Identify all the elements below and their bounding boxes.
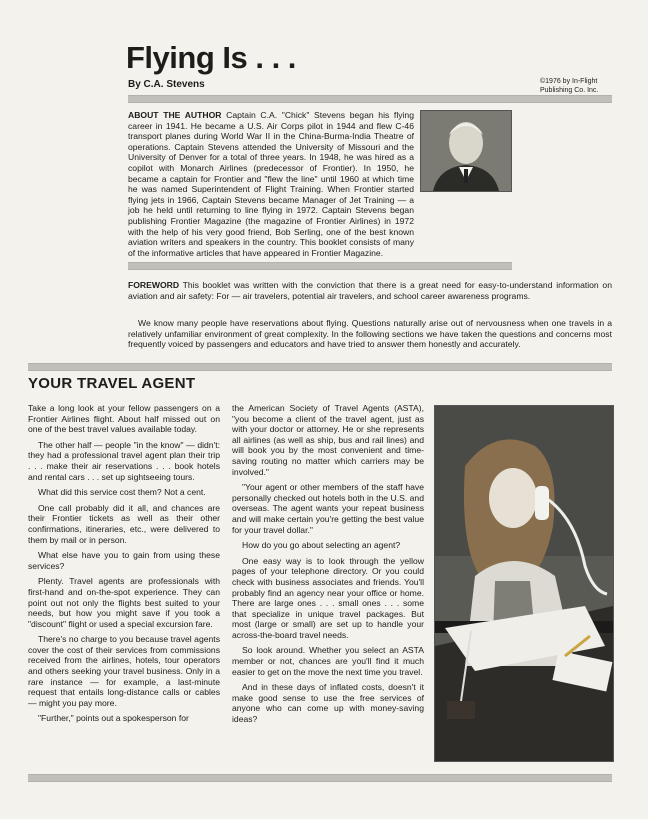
copyright-notice [540, 77, 598, 95]
copyright-line-1: ©1976 by In-Flight [540, 78, 598, 85]
author-photo [420, 110, 512, 192]
col1-paragraph: "Further," points out a spokesperson for [38, 713, 189, 724]
col1-paragraph: One call probably did it all, and chances are their Frontier tickets as well as their other confirmations, itineraries, etc., were delivered to them by mail or in person. [28, 502, 220, 545]
col1-paragraph: There's no charge to you because travel agents cover the cost of their services from commissions received from the airlines, hotels, tour operators and others seeking your travel business. Only in a rare instance — for example, a last-minute request that entails long-distance calls or cables — might you pay more. [28, 634, 220, 708]
col1-paragraph: What else have you to gain from using these services? [28, 550, 220, 571]
col1-paragraph: The other half — people "in the know" — didn't: they had a professional travel agent plan their trip . . . make their air reservations . . . book hotels and rental cars . . . set up sightseeing tours. [28, 439, 220, 482]
section-rule-top [28, 363, 612, 371]
foreword-paragraph [128, 280, 612, 301]
col2-paragraph: the American Society of Travel Agents (ASTA), "you become a client of the travel agent, just as with your doctor or attorney. He or she represents all airlines (as well as ship, bus and rail lines) and will book you by the most convenient and time-saving routing no matter which carriers may be involved." [232, 403, 424, 477]
col2-paragraph: How do you go about selecting an agent? [242, 540, 401, 551]
foreword-text: This booklet was written with the conviction that there is a great need for easy-to-understand information on aviation and air safety: For — air travelers, potential air travelers, and school career awareness programs. [128, 280, 612, 301]
column-1 [28, 403, 220, 729]
column-2 [232, 403, 424, 730]
about-text: Captain C.A. "Chick" Stevens began his flying career in 1941. He became a U.S. Air Corps pilot in 1944 and flew C-46 transport planes during World War II in the China-Burma-India Theatre of operations. Captain Stevens attended the University of Missouri and the University of Denver for a total of three years. In 1948, he was hired as a copilot with Monarch Airlines (predecessor of Frontier). In 1950, he became a captain for Frontier and "flew the line" until 1960 at which time he was named Superintendent of Flight Training. When Frontier started flying jets in 1966, Captain Stevens became Manager of Jet Training — a job he held until returning to line flying in 1972. Captain Stevens began publishing Frontier Magazine (the magazine of Frontier Airlines) in 1972 with the help of his very good friend, Bob Serling, one of the best known aviation writers and speakers in the country. This booklet consists of many of the informative articles that have appeared in Frontier Magazine. [128, 110, 414, 258]
byline: By C.A. Stevens [128, 79, 205, 90]
col1-paragraph: Plenty. Travel agents are professionals with first-hand and on-the-spot experience. They can point out not only the flights best suited to your needs, but how you might save if you took a "discount" flight or used a special excursion fare. [28, 576, 220, 629]
col2-paragraph: One easy way is to look through the yellow pages of your telephone directory. Or you could check with business associates and friends. You'll probably find an agency near your office or home. There are large ones . . . small ones . . . some that specialize in unique travel packages. But most (large or small) are set up to handle your across-the-board travel needs. [232, 555, 424, 640]
col2-paragraph: And in these days of inflated costs, doesn't it make good sense to use the free services of anyone who can come up with money-saving ideas? [232, 682, 424, 725]
foreword-label: FOREWORD [128, 280, 180, 290]
header-rule [128, 95, 612, 103]
about-the-author-paragraph [128, 110, 414, 258]
about-rule [128, 262, 512, 270]
article-title: Flying Is . . . [126, 40, 296, 75]
col2-paragraph: So look around. Whether you select an ASTA member or not, chances are you'll find it much easier to get on the move the next time you travel. [232, 645, 424, 677]
author-portrait-icon [421, 111, 511, 191]
footer-rule [28, 774, 612, 782]
travel-agent-illustration-icon [435, 406, 613, 761]
travel-agent-photo [434, 405, 614, 762]
col1-paragraph: What did this service cost them? Not a cent. [38, 487, 206, 498]
copyright-line-2: Publishing Co. Inc. [540, 87, 599, 94]
about-label: ABOUT THE AUTHOR [128, 110, 222, 120]
col1-paragraph: Take a long look at your fellow passengers on a Frontier Airlines flight. About half missed out on one of the best travel values available today. [28, 403, 220, 435]
col2-paragraph: "Your agent or other members of the staff have personally checked out hotels both in the U.S. and overseas. The agent wants your repeat business and will make certain you're getting the best value for your travel dollar." [232, 482, 424, 535]
foreword-paragraph-2: We know many people have reservations about flying. Questions naturally arise out of nervousness when one travels in a relatively unfamiliar environment of great complexity. In the following sections we have taken the questions and concerns most frequently voiced by passengers and educators and have tried to answer them honestly and accurately. [128, 318, 612, 350]
section-title: YOUR TRAVEL AGENT [28, 375, 196, 392]
